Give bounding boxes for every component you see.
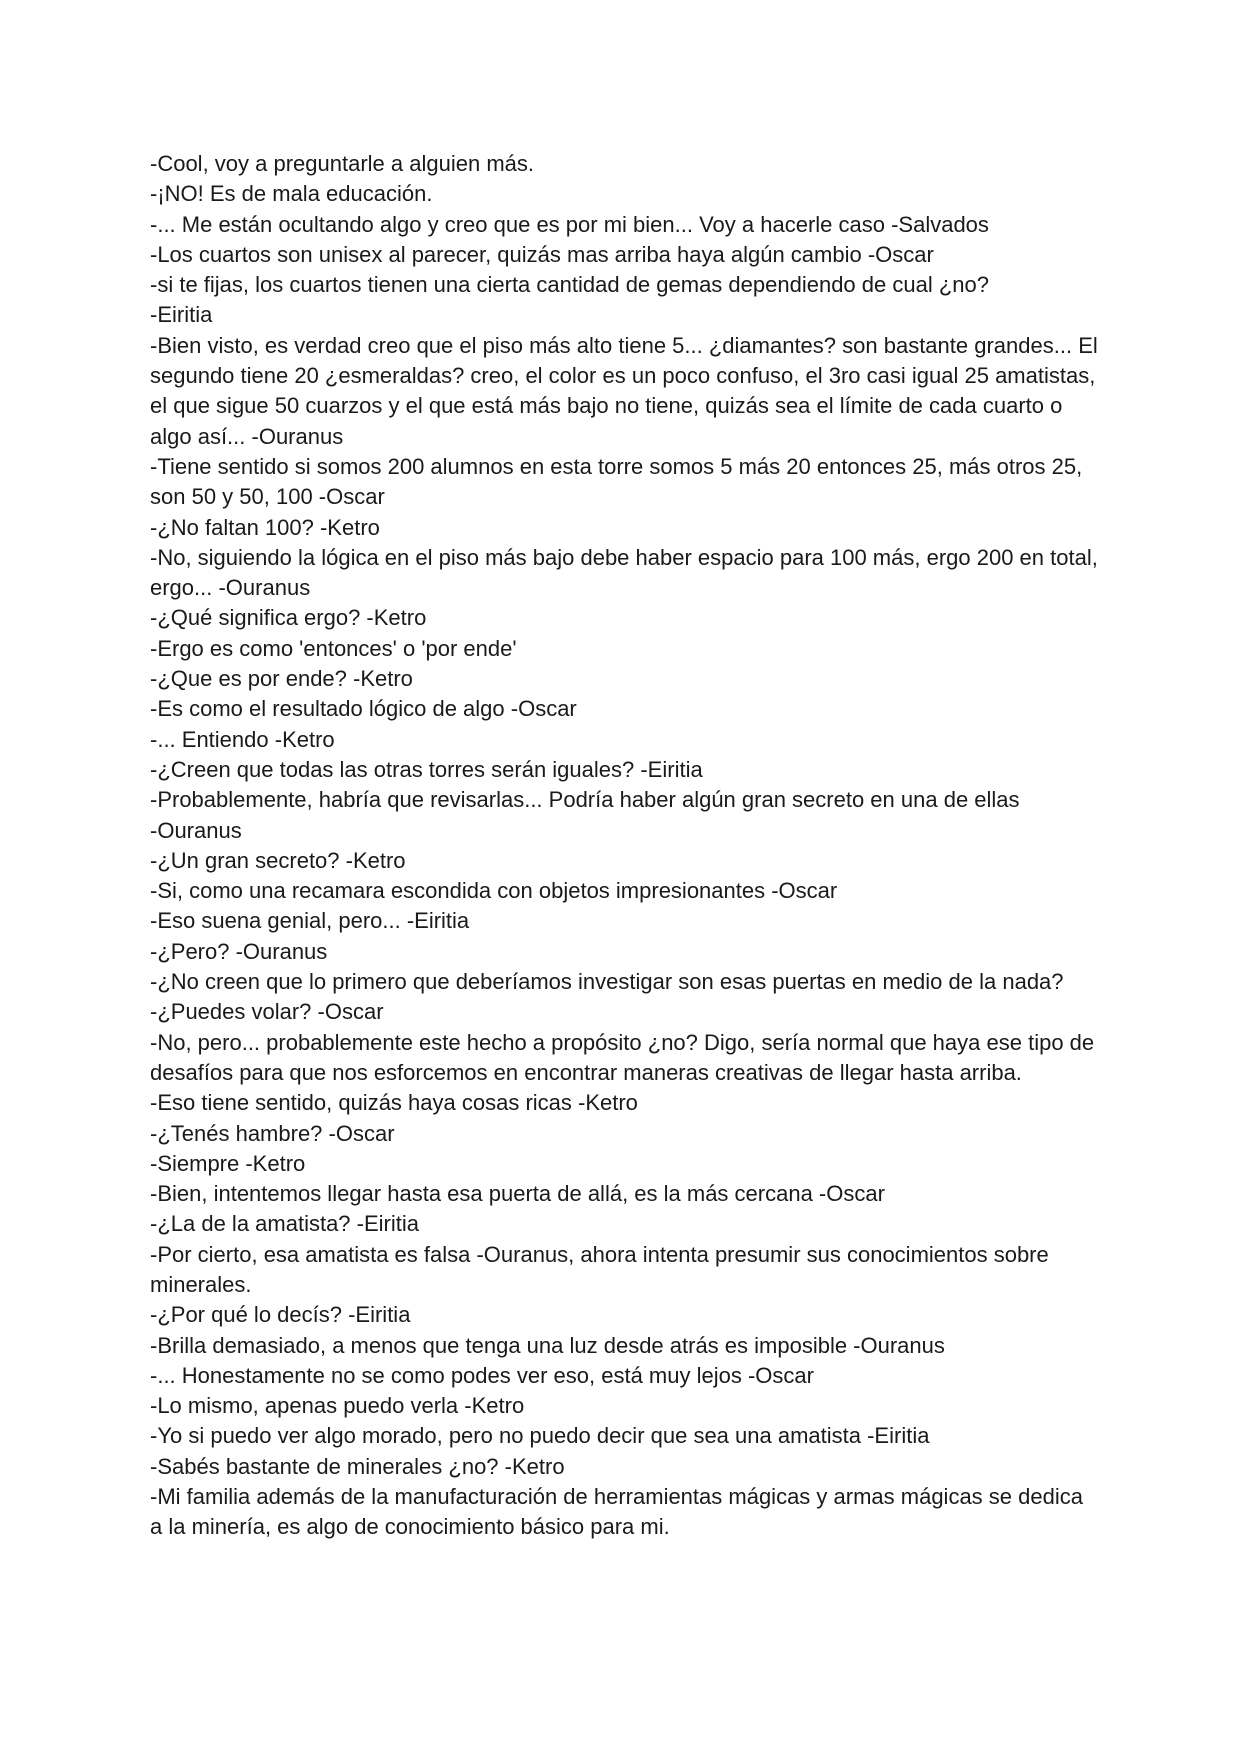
dialogue-line: -¿Tenés hambre? -Oscar <box>150 1120 395 1146</box>
dialogue-line: -Es como el resultado lógico de algo -Oscar <box>150 696 577 722</box>
dialogue-line: -Tiene sentido si somos 200 alumnos en esta torre somos 5 más 20 entonces 25, más otros 25, son 50 y 50, 100 -Oscar <box>150 453 1083 510</box>
dialogue-line: -Eso tiene sentido, quizás haya cosas ricas -Ketro <box>150 1090 638 1116</box>
dialogue-line: -Bien, intentemos llegar hasta esa puerta de allá, es la más cercana -Oscar <box>150 1181 885 1207</box>
dialogue-line: -Cool, voy a preguntarle a alguien más. <box>150 151 534 176</box>
dialogue-line: -Ouranus <box>150 817 242 843</box>
dialogue-line: -Lo mismo, apenas puedo verla -Ketro <box>150 1393 525 1419</box>
dialogue-line: -Ergo es como 'entonces' o 'por ende' <box>150 635 517 661</box>
dialogue-line: -No, siguiendo la lógica en el piso más bajo debe haber espacio para 100 más, ergo 200 en total, ergo... -Ouranus <box>150 544 1098 601</box>
dialogue-line: -Bien visto, es verdad creo que el piso más alto tiene 5... ¿diamantes? son bastante grandes... El segundo tiene 20 ¿esmeraldas? creo, el color es un poco confuso, el 3ro casi igual 25 amatistas, el que sigue 50 cuarzos y el que está más bajo no tiene, quizás sea el límite de cada cuarto o algo así... -Ouranus <box>150 332 1098 449</box>
dialogue-line: -Yo si puedo ver algo morado, pero no puedo decir que sea una amatista -Eiritia <box>150 1423 930 1449</box>
dialogue-line: -Eso suena genial, pero... -Eiritia <box>150 908 470 934</box>
dialogue-line: -Eiritia <box>150 302 213 328</box>
dialogue-line: -¿Que es por ende? -Ketro <box>150 666 413 692</box>
document-body <box>150 149 1100 1543</box>
dialogue-line: -Si, como una recamara escondida con objetos impresionantes -Oscar <box>150 878 838 904</box>
dialogue-line: -Sabés bastante de minerales ¿no? -Ketro <box>150 1453 565 1479</box>
dialogue-line: -si te fijas, los cuartos tienen una cierta cantidad de gemas dependiendo de cual ¿no? <box>150 272 989 298</box>
dialogue-line: -... Entiendo -Ketro <box>150 726 335 752</box>
dialogue-line: -¿No faltan 100? -Ketro <box>150 514 380 540</box>
dialogue-line: -¿Un gran secreto? -Ketro <box>150 847 406 873</box>
dialogue-line: -¿Qué significa ergo? -Ketro <box>150 605 427 631</box>
dialogue-line: -¿No creen que lo primero que deberíamos investigar son esas puertas en medio de la nada? <box>150 969 1064 995</box>
dialogue-line: -... Me están ocultando algo y creo que es por mi bien... Voy a hacerle caso -Salvados <box>150 211 989 237</box>
dialogue-line: -Por cierto, esa amatista es falsa -Ouranus, ahora intenta presumir sus conocimientos sobre minerales. <box>150 1241 1049 1297</box>
dialogue-line: -¿Por qué lo decís? -Eiritia <box>150 1302 411 1328</box>
dialogue-line: -Siempre -Ketro <box>150 1150 306 1176</box>
dialogue-line: -¡NO! Es de mala educación. <box>150 181 433 207</box>
dialogue-line: -... Honestamente no se como podes ver eso, está muy lejos -Oscar <box>150 1362 814 1388</box>
dialogue-line: -Probablemente, habría que revisarlas... Podría haber algún gran secreto en una de ellas <box>150 787 1020 813</box>
dialogue-line: -Los cuartos son unisex al parecer, quizás mas arriba haya algún cambio -Oscar <box>150 241 934 267</box>
dialogue-line: -No, pero... probablemente este hecho a propósito ¿no? Digo, sería normal que haya ese tipo de desafíos para que nos esforcemos en encontrar maneras creativas de llegar hasta arriba. <box>150 1029 1095 1085</box>
dialogue-line: -Mi familia además de la manufacturación de herramientas mágicas y armas mágicas se dedica a la minería, es algo de conocimiento básico para mi. <box>150 1484 1083 1540</box>
dialogue-line: -¿La de la amatista? -Eiritia <box>150 1211 419 1237</box>
dialogue-line: -Brilla demasiado, a menos que tenga una luz desde atrás es imposible -Ouranus <box>150 1332 945 1358</box>
dialogue-line: -¿Creen que todas las otras torres serán iguales? -Eiritia <box>150 756 703 782</box>
dialogue-line: -¿Pero? -Ouranus <box>150 938 328 964</box>
dialogue-line: -¿Puedes volar? -Oscar <box>150 999 384 1025</box>
